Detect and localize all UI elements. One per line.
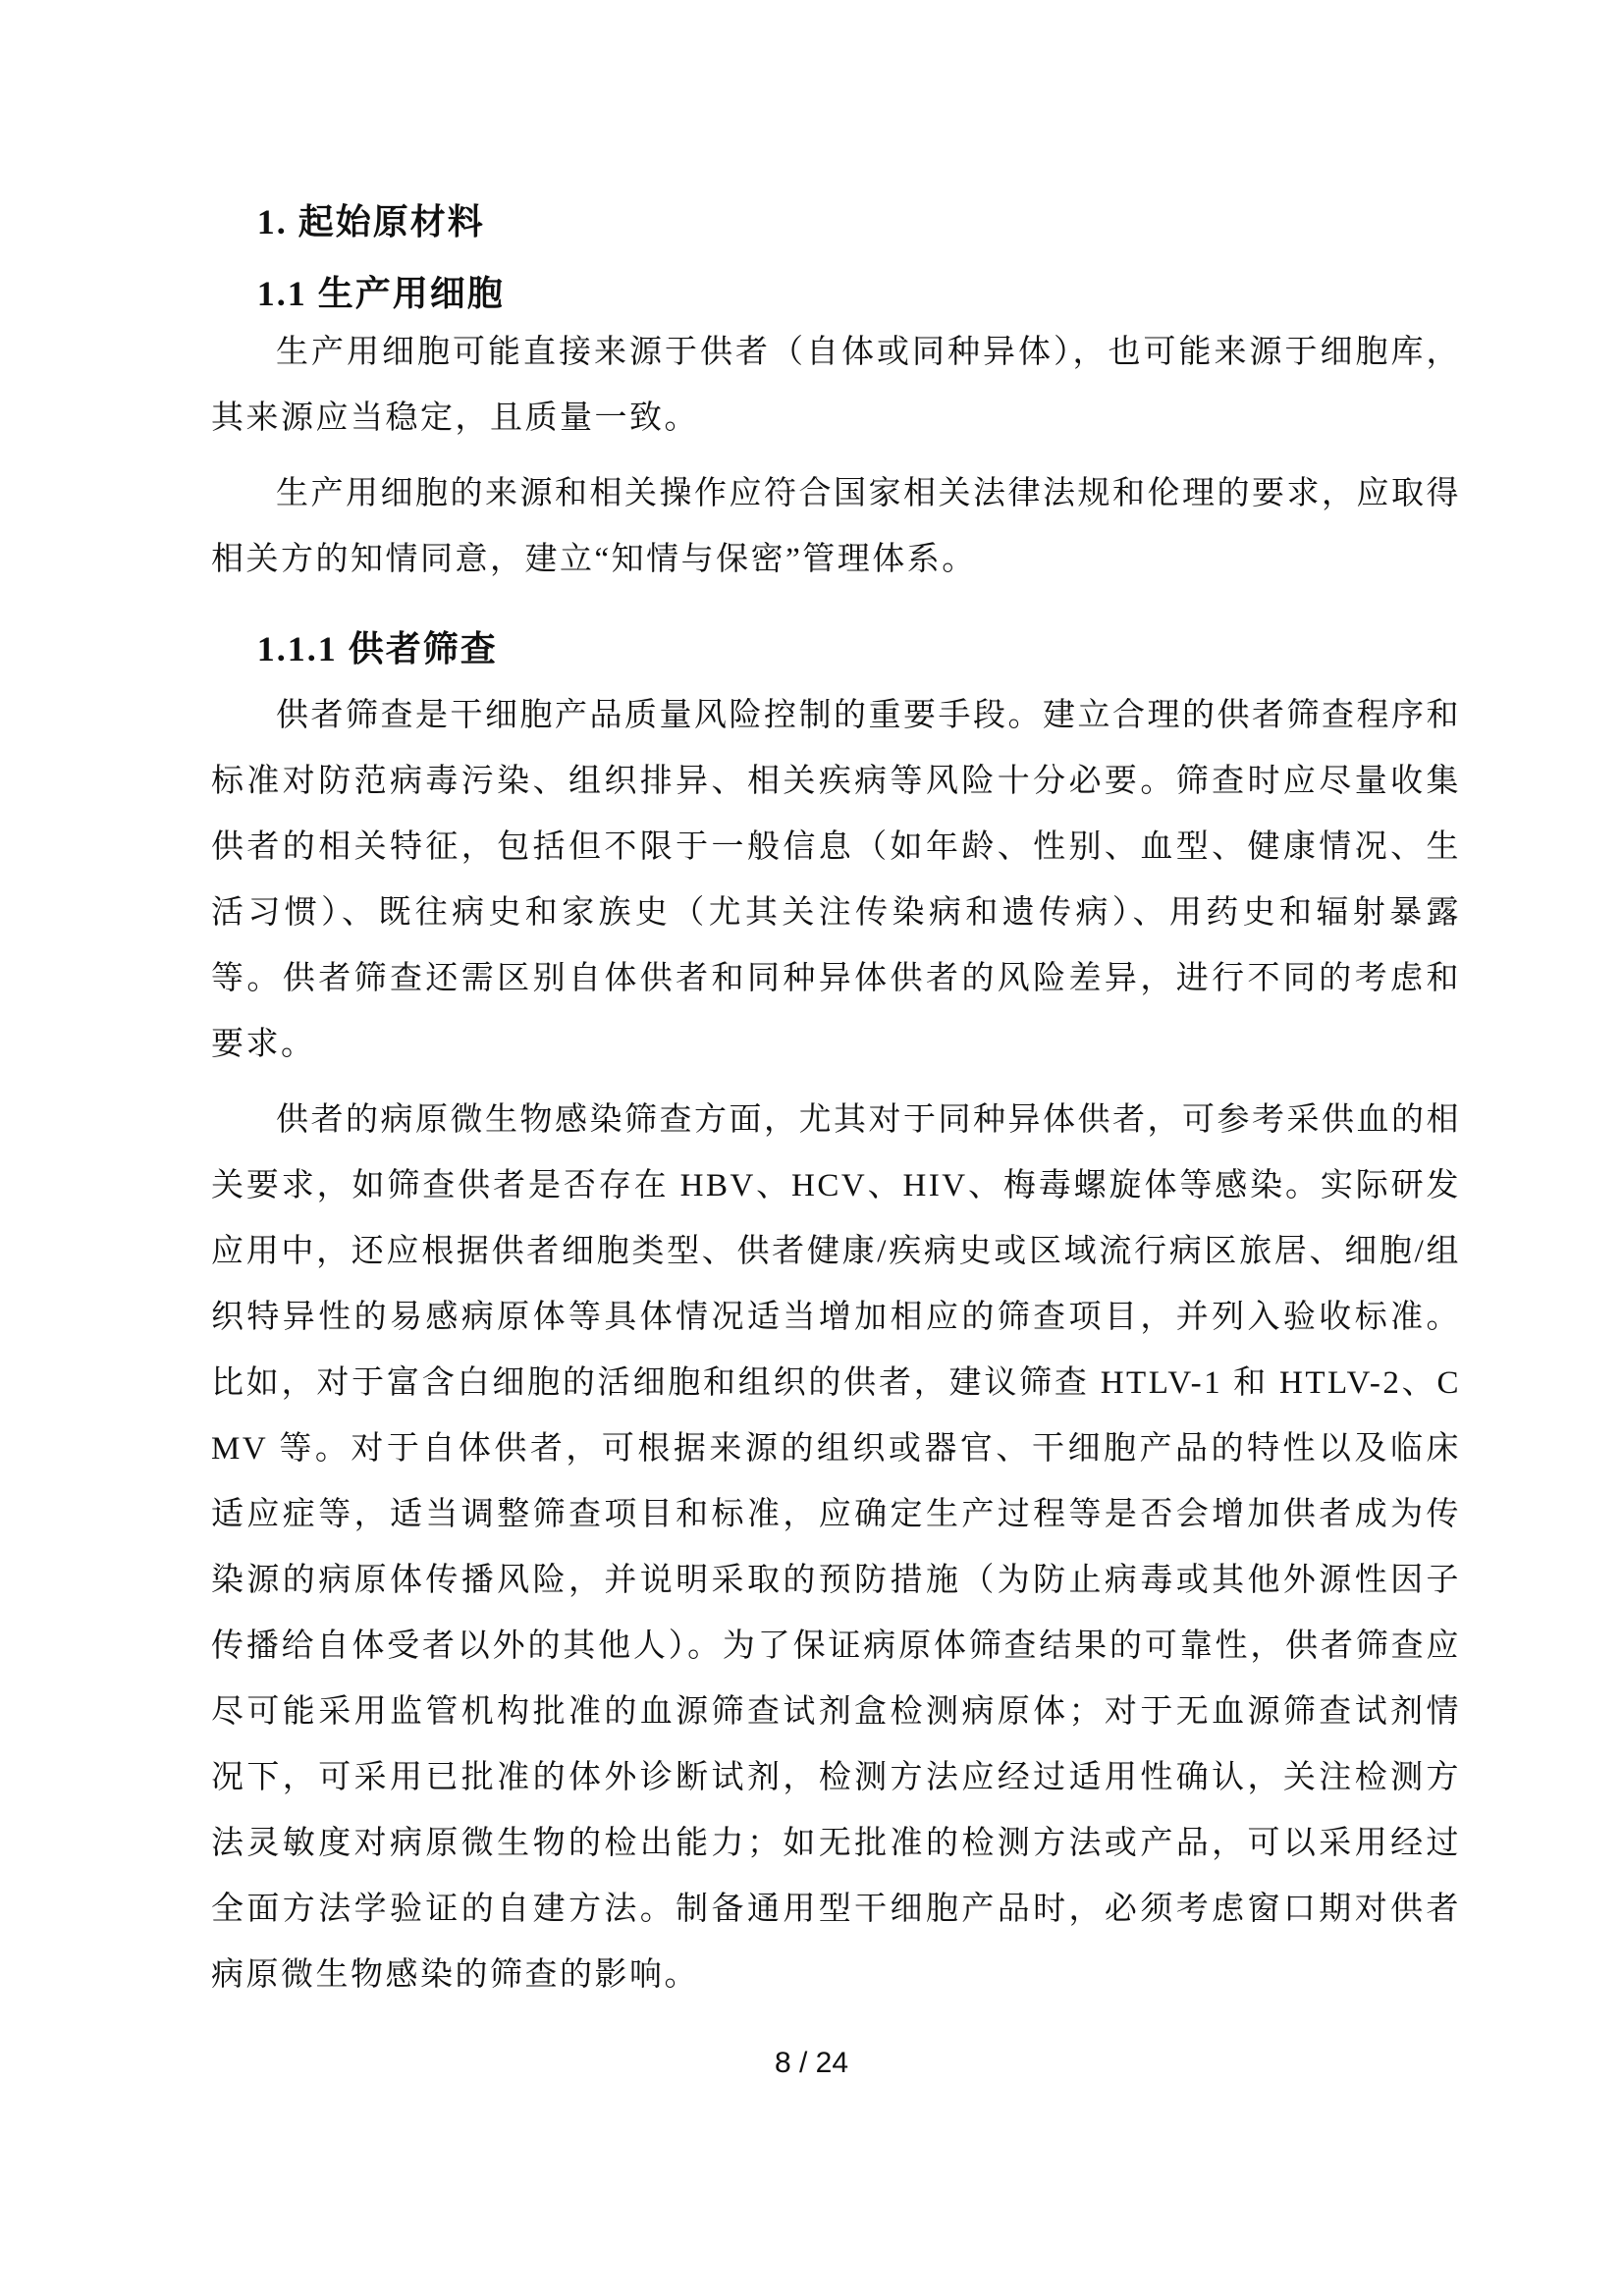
heading-production-cells: 1.1 生产用细胞 xyxy=(256,274,505,314)
paragraph-compliance-ethics: 生产用细胞的来源和相关操作应符合国家相关法律法规和伦理的要求，应取得相关方的知情同意，建立“知情与保密”管理体系。 xyxy=(211,476,1461,578)
page-number: 8 / 24 xyxy=(774,2047,849,2079)
paragraph-donor-screening-overview: 供者筛查是干细胞产品质量风险控制的重要手段。建立合理的供者筛查程序和标准对防范病毒污染、组织排异、相关疾病等风险十分必要。筛查时应尽量收集供者的相关特征，包括但不限于一般信息（如年龄、性别、血型、健康情况、生活习惯）、既往病史和家族史（尤其关注传染病和遗传病）、用药史和辐射暴露等。供者筛查还需区别自体供者和同种异体供者的风险差异，进行不同的考虑和要求。 xyxy=(211,697,1461,1062)
paragraph-pathogen-screening: 供者的病原微生物感染筛查方面，尤其对于同种异体供者，可参考采供血的相关要求，如筛查供者是否存在 HBV、HCV、HIV、梅毒螺旋体等感染。实际研发应用中，还应根据供者细胞类型、供者健康/疾病史或区域流行病区旅居、细胞/组织特异性的易感病原体等具体情况适当增加相应的筛查项目，并列入验收标准。比如，对于富含白细胞的活细胞和组织的供者，建议筛查 HTLV-1 和 HTLV-2、CMV 等。对于自体供者，可根据来源的组织或器官、干细胞产品的特性以及临床适应症等，适当调整筛查项目和标准，应确定生产过程等是否会增加供者成为传染源的病原体传播风险，并说明采取的预防措施（为防止病毒或其他外源性因子传播给自体受者以外的其他人）。为了保证病原体筛查结果的可靠性，供者筛查应尽可能采用监管机构批准的血源筛查试剂盒检测病原体；对于无血源筛查试剂情况下，可采用已批准的体外诊断试剂，检测方法应经过适用性确认，关注检测方法灵敏度对病原微生物的检出能力；如无批准的检测方法或产品，可以采用经过全面方法学验证的自建方法。制备通用型干细胞产品时，必须考虑窗口期对供者病原微生物感染的筛查的影响。 xyxy=(211,1101,1461,1993)
heading-starting-materials: 1. 起始原材料 xyxy=(256,202,485,241)
paragraph-production-cells-source: 生产用细胞可能直接来源于供者（自体或同种异体），也可能来源于细胞库，其来源应当稳定，且质量一致。 xyxy=(211,335,1461,437)
heading-donor-screening: 1.1.1 供者筛查 xyxy=(256,629,498,669)
